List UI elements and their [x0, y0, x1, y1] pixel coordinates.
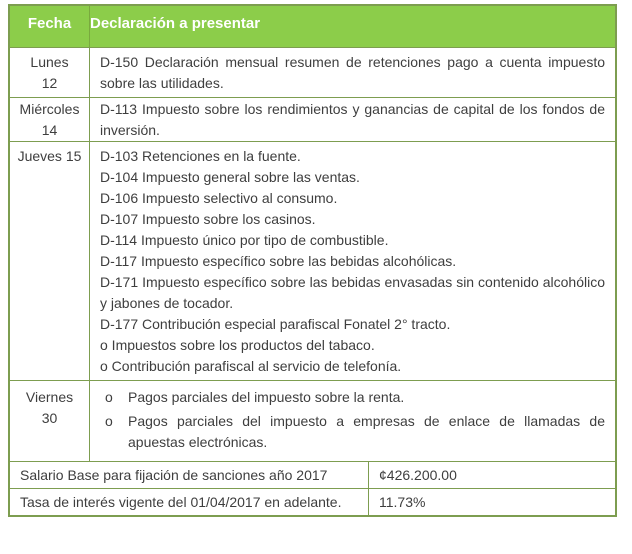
bullet-marker: o — [105, 413, 113, 429]
date-line: Lunes — [30, 54, 69, 70]
schedule-row — [10, 381, 615, 462]
column-header-fecha: Fecha — [10, 6, 90, 47]
tasa-interes-value: 11.73% — [379, 494, 426, 510]
declaration-line: o Impuestos sobre los productos del tabaco. — [100, 337, 375, 353]
tasa-interes-label: Tasa de interés vigente del 01/04/2017 en adelante. — [10, 489, 369, 515]
date-cell — [10, 142, 90, 380]
date-cell — [10, 48, 90, 97]
declaration-line: D-177 Contribución especial parafiscal Fonatel 2° tracto. — [100, 316, 451, 332]
declaration-line: D-103 Retenciones en la fuente. — [100, 148, 301, 164]
declaration-line: o Contribución parafiscal al servicio de telefonía. — [100, 358, 402, 374]
tax-calendar-table — [8, 4, 617, 517]
bullet-item — [100, 387, 605, 408]
date-cell — [10, 381, 90, 461]
bullet-marker: o — [105, 389, 113, 405]
date-line: Jueves 15 — [17, 148, 82, 164]
date-line: Viernes — [25, 389, 74, 405]
date-line: 12 — [41, 75, 58, 91]
declaration-line: D-150 Declaración mensual resumen de retenciones pago a cuenta impuesto sobre las utilidades. — [100, 54, 605, 91]
date-cell — [10, 98, 90, 141]
schedule-row — [10, 48, 615, 98]
declaration-cell — [90, 98, 615, 141]
declaration-line: D-104 Impuesto general sobre las ventas. — [100, 169, 360, 185]
salario-base-label: Salario Base para fijación de sanciones año 2017 — [10, 462, 369, 488]
table-header-row — [10, 6, 615, 48]
schedule-row — [10, 98, 615, 142]
declaration-line: D-117 Impuesto específico sobre las bebidas alcohólicas. — [100, 253, 457, 269]
schedule-row — [10, 142, 615, 381]
declaration-line: D-107 Impuesto sobre los casinos. — [100, 211, 316, 227]
declaration-cell — [90, 381, 615, 461]
bullet-text: Pagos parciales del impuesto sobre la renta. — [128, 389, 405, 405]
date-line: 30 — [41, 410, 58, 426]
bullet-text: Pagos parciales del impuesto a empresas de enlace de llamadas de apuestas electrónicas. — [128, 413, 605, 450]
date-line: 14 — [41, 122, 58, 138]
declaration-cell — [90, 142, 615, 380]
schedule-rows — [10, 48, 615, 462]
salario-base-value: ¢426.200.00 — [379, 467, 457, 483]
declaration-line: D-171 Impuesto específico sobre las bebidas envasadas sin contenido alcohólico y jabones de tocador. — [100, 274, 605, 311]
declaration-line: D-113 Impuesto sobre los rendimientos y ganancias de capital de los fondos de inversión. — [100, 101, 605, 138]
declaration-line: D-114 Impuesto único por tipo de combustible. — [100, 232, 389, 248]
column-header-declaracion: Declaración a presentar — [90, 15, 261, 32]
salario-base-row — [10, 462, 615, 489]
bullet-item — [100, 411, 605, 453]
date-line: Miércoles — [19, 101, 80, 117]
declaration-cell — [90, 48, 615, 97]
tasa-interes-row — [10, 489, 615, 515]
declaration-line: D-106 Impuesto selectivo al consumo. — [100, 190, 338, 206]
